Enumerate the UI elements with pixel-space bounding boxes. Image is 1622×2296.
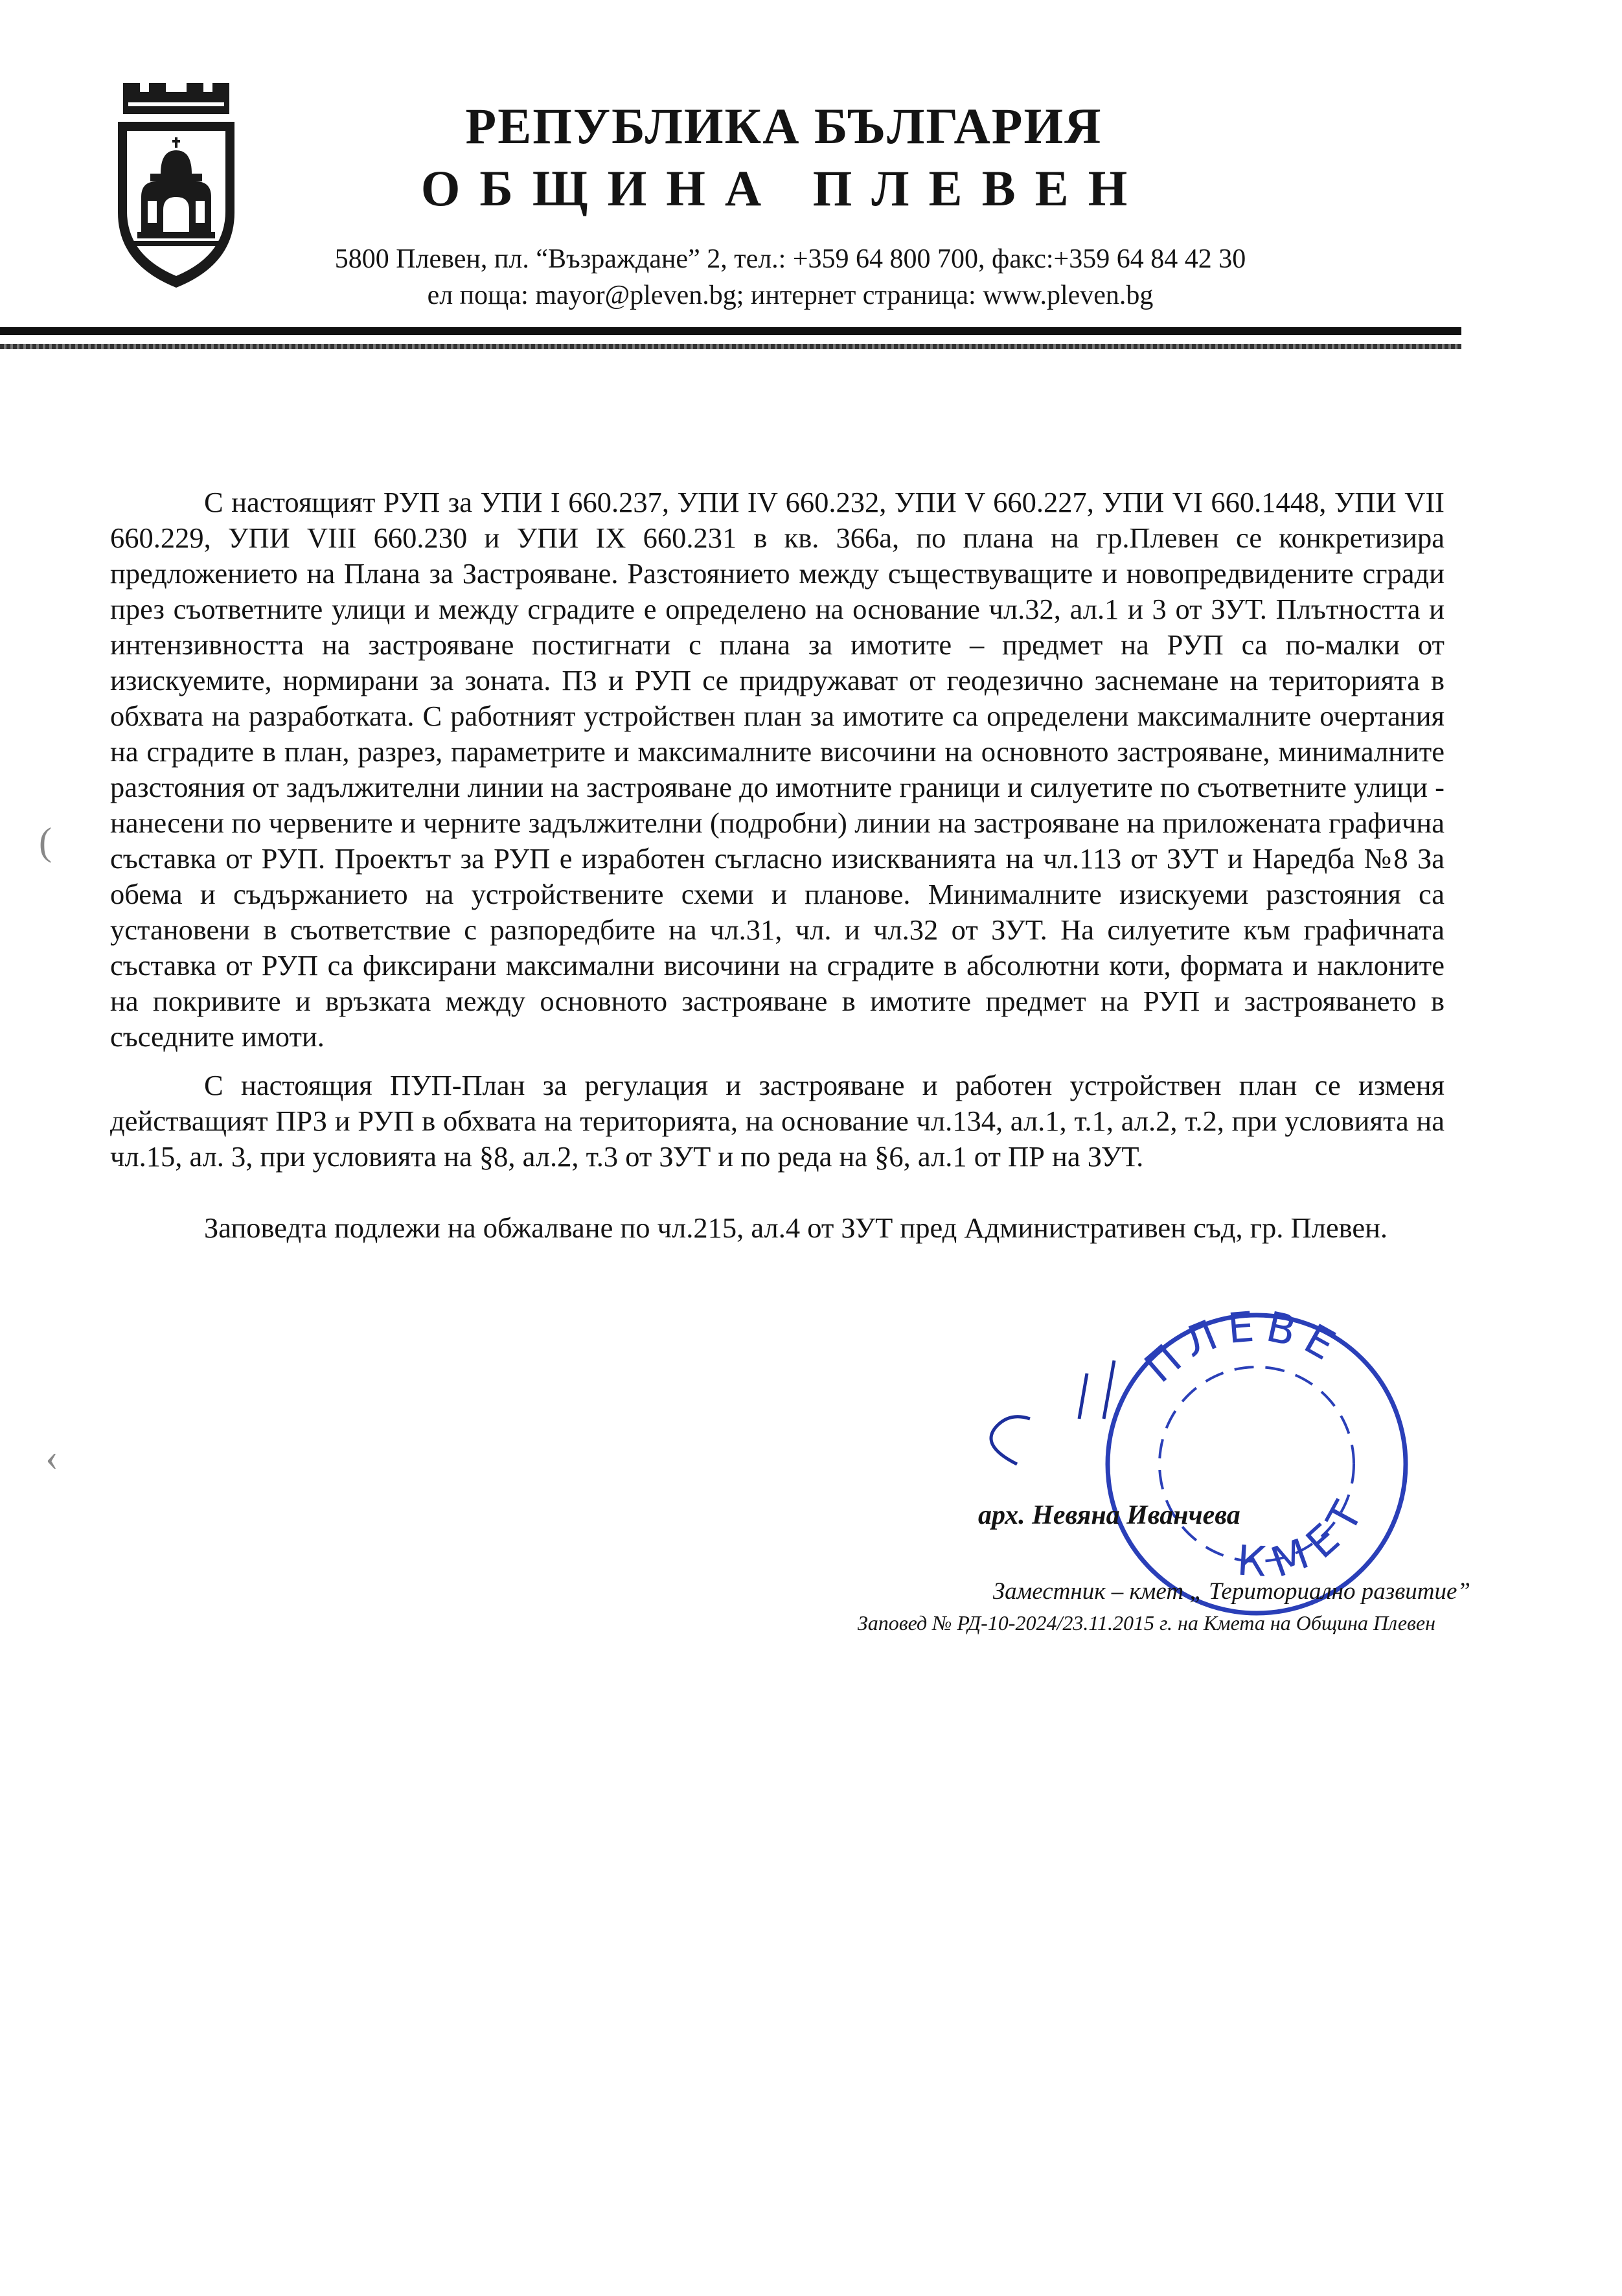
handwritten-signature (972, 1348, 1205, 1503)
body-paragraph-1: С настоящият РУП за УПИ I 660.237, УПИ IV 660.232, УПИ V 660.227, УПИ VI 660.1448, УПИ VII 660.229, УПИ VIII 660.230 и УПИ IX 660.231 в кв. 366а, по плана на гр.Плевен се конкретизира предложението на Плана за Застрояване. Разстоянието между съществуващите и новопредвидените сгради през съответните улици и между сградите е определено на основание чл.32, ал.1 и 3 от ЗУТ. Плътността и интензивността на застрояване постигнати с плана за имотите – предмет на РУП са по-малки от изискуемите, нормирани за зоната. ПЗ и РУП се придружават от геодезично заснемане на територията в обхвата на разработката. С работният устройствен план за имотите са определени максималните очертания на сградите в план, разрез, параметрите и максималните височини на основното застрояване, минималните разстояния от задължителни линии на застрояване до имотните граници и силуетите по съответните улици - нанесени по червените и черните задължителни (подробни) линии на застрояване на приложената графична съставка от РУП. Проектът за РУП е изработен съгласно изискванията на чл.113 от ЗУТ и Наредба №8 За обема и съдържанието на устройствените схеми и планове. Минималните изискуеми разстояния са установени в съответствие с разпоредбите на чл.31, чл. и чл.32 от ЗУТ. На силуетите към графичната съставка от РУП са фиксирани максимални височини на сградите в абсолютни коти, формата и наклоните на покривите и връзката между основното застрояване в имотите предмет на РУП и застрояването в съседните имоти. (110, 485, 1445, 1053)
header-title-country: РЕПУБЛИКА БЪЛГАРИЯ (465, 98, 1102, 154)
header-title-municipality: ОБЩИНА ПЛЕВЕН (420, 160, 1147, 216)
margin-mark: ‹ (45, 1436, 58, 1478)
header-address: 5800 Плевен, пл. “Възраждане” 2, тел.: +359 64 800 700, факс:+359 64 84 42 30 (334, 244, 1246, 274)
header-divider-thick (0, 327, 1461, 335)
signatory-name: арх. Невяна Иванчева (978, 1500, 1240, 1530)
body-paragraph-2: С настоящия ПУП-План за регулация и застрояване и работен устройствен план се изменя действащият ПРЗ и РУП в обхвата на територията, на основание чл.134, ал.1, т.1, ал.2, т.2, при условията на чл.15, ал. 3, при условията на §8, ал.2, т.3 от ЗУТ и по реда на §6, ал.1 от ПР на ЗУТ. (110, 1068, 1445, 1173)
pleven-crest-icon (111, 83, 241, 290)
signatory-order-reference: Заповед № РД-10-2024/23.11.2015 г. на Кмета на Община Плевен (857, 1611, 1435, 1635)
signatory-position: Заместник – кмет „ Териториално развитие” (992, 1578, 1470, 1605)
svg-text:ПЛЕВЕ: ПЛЕВЕ (1136, 1302, 1351, 1393)
margin-mark: ( (39, 820, 52, 863)
header-divider-thin (0, 344, 1461, 349)
svg-text:КМЕТ: КМЕТ (1235, 1484, 1378, 1588)
body-paragraph-3: Заповедта подлежи на обжалване по чл.215, ал.4 от ЗУТ пред Административен съд, гр. Плевен. (204, 1211, 1388, 1244)
header-contacts: ел поща: mayor@pleven.bg; интернет страница: www.pleven.bg (427, 281, 1154, 310)
